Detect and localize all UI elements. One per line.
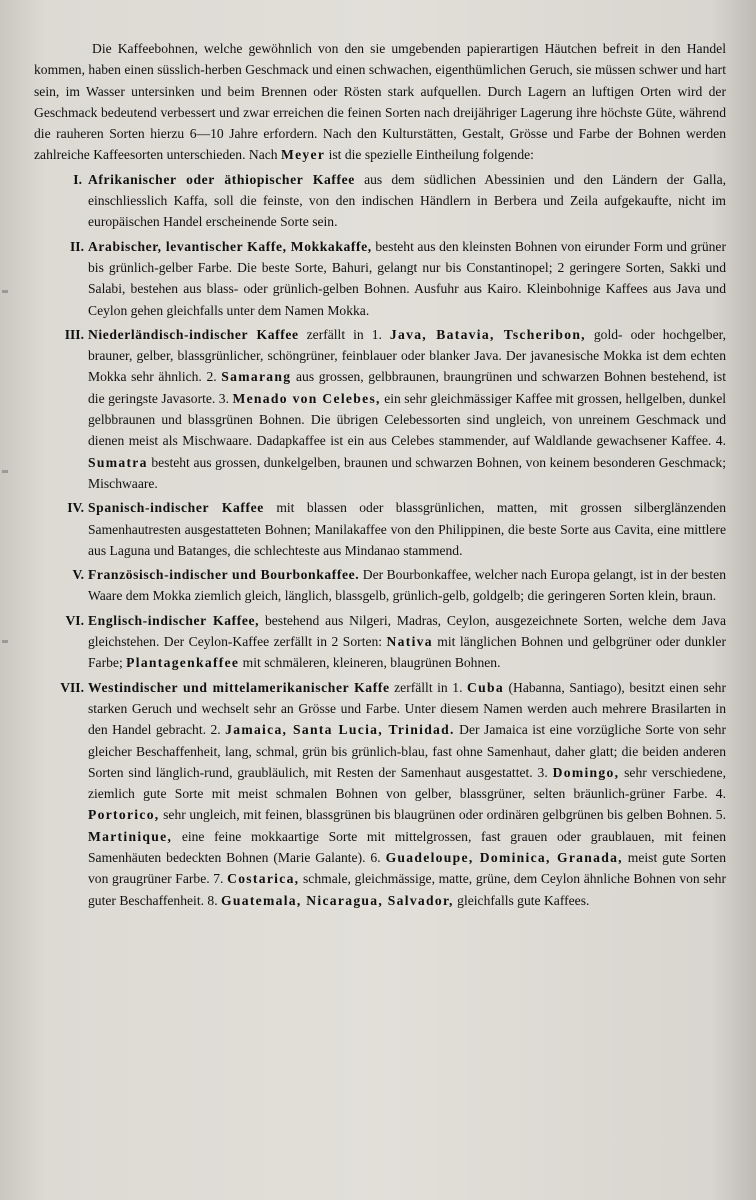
variety-name: Java, Batavia, Tscheribon, bbox=[389, 326, 586, 342]
list-item bbox=[34, 236, 726, 321]
item-text: gleichfalls gute Kaffees. bbox=[453, 892, 590, 908]
item-number: I. bbox=[73, 171, 82, 187]
list-item bbox=[34, 324, 726, 494]
item-text: mit schmäleren, kleineren, blaugrünen Bohnen. bbox=[239, 655, 501, 671]
item-number: VI. bbox=[65, 612, 84, 628]
item-text: meist gute Sorten von graugrüner Farbe. 7. bbox=[88, 849, 727, 887]
variety-name: Samarang bbox=[221, 369, 292, 385]
item-text: zerfällt in 1. bbox=[389, 679, 468, 695]
intro-end-text: ist die spezielle Eintheilung folgende: bbox=[325, 147, 534, 163]
item-text: Der Jamaica ist eine vorzügliche Sorte von sehr gleicher Beschaffenheit, lang, schmal, grün bis grünlich-blau, fast ohne Samenhaut, daher glatt; die beiden anderen Sorten sind länglich-rund, graubläulich, mit Resten der Samenhaut ausgestattet. 3. bbox=[88, 722, 726, 780]
variety-name: Portorico, bbox=[88, 807, 160, 823]
variety-name: Martinique, bbox=[88, 828, 173, 844]
item-text: gold- oder hochgelber, brauner, gelber, blassgrünlicher, schöngrüner, feinblauer oder blanker Java. Der javanesische Mokka ist dem echten Mokka sehr ähnlich. 2. bbox=[88, 326, 726, 385]
item-heading: Arabischer, levantischer Kaffe, Mokkakaffe, bbox=[88, 238, 372, 254]
variety-name: Plantagenkaffee bbox=[126, 655, 240, 671]
item-heading: Englisch-indischer Kaffee, bbox=[88, 612, 260, 628]
intro-text: Die Kaffeebohnen, welche gewöhnlich von den sie umgebenden papierartigen Häutchen befreit in den Handel kommen, haben einen süsslich-herben Geschmack und einen schwachen, eigenthümlichen Geruch, sie müssen schwer und hart sein, im Wasser untersinken und beim Brennen oder Rösten stark aufquellen. Durch Lagern an luftigen Orten wird der Geschmack bedeutend verbessert und zwar erreichen die feinen Sorten nach dreijähriger Lagerung ihre höchste Güte, während die rauheren Sorten hierzu 6—10 Jahre erfordern. Nach den Kulturstätten, Gestalt, Grösse und Farbe der Bohnen werden zahlreiche Kaffeesorten unterschieden. Nach bbox=[34, 41, 726, 163]
variety-name: Menado von Celebes, bbox=[232, 390, 381, 406]
variety-name: Costarica, bbox=[227, 871, 300, 887]
intro-paragraph bbox=[34, 38, 726, 166]
item-text: Der Bourbonkaffee, welcher nach Europa gelangt, ist in der besten Waare dem Mokka ziemlich gleich, länglich, blassgelb, grünlich-gelb, goldgelb; die geringeren Sorten klein, braun. bbox=[88, 567, 726, 604]
item-text: zerfällt in 1. bbox=[298, 326, 390, 342]
margin-mark bbox=[2, 290, 8, 293]
variety-name: Domingo, bbox=[552, 764, 620, 780]
variety-name: Nativa bbox=[386, 634, 433, 650]
margin-mark bbox=[2, 470, 8, 473]
variety-name: Guatemala, Nicaragua, Salvador, bbox=[221, 892, 454, 908]
item-heading: Niederländisch-indischer Kaffee bbox=[88, 326, 299, 342]
list-item bbox=[34, 497, 726, 561]
item-text: aus grossen, gelbbraunen, braungrünen und schwarzen Bohnen bestehend, ist die geringste Javasorte. 3. bbox=[88, 369, 726, 406]
item-text: bestehend aus Nilgeri, Madras, Ceylon, ausgezeichnete Sorten, welche dem Java gleichstehen. Der Ceylon-Kaffee zerfällt in 2 Sorten: bbox=[88, 612, 726, 650]
item-heading: Französisch-indischer und Bourbonkaffee. bbox=[88, 567, 360, 583]
item-number: II. bbox=[70, 238, 84, 254]
item-heading: Spanisch-indischer Kaffee bbox=[88, 500, 264, 516]
item-text: eine feine mokkaartige Sorte mit mittelgrossen, fast grauen oder graublauen, mit feinen Samenhäuten bedeckten Bohnen (Marie Galante). 6. bbox=[88, 828, 726, 865]
item-text: sehr ungleich, mit feinen, blassgrünen bis blaugrünen oder ordinären gelbgrünen bis gelben Bohnen. 5. bbox=[159, 807, 726, 823]
list-item bbox=[34, 677, 726, 911]
margin-mark bbox=[2, 640, 8, 643]
variety-name: Sumatra bbox=[88, 454, 148, 470]
item-text: aus dem südlichen Abessinien und den Ländern der Galla, einschliesslich Kaffa, soll die feinste, von den indischen Händlern in Berbera und Zeila aufgekaufte, nicht im europäischen Handel erscheinende Sorte sein. bbox=[88, 171, 726, 230]
item-text: mit länglichen Bohnen und gelbgrüner oder dunkler Farbe; bbox=[88, 634, 726, 671]
list-item bbox=[34, 169, 726, 233]
item-text: sehr verschiedene, ziemlich gute Sorte mit meist schmalen Bohnen von gelber, blassgrüner, selten bräunlich-grüner Farbe. 4. bbox=[88, 764, 726, 802]
item-number: III. bbox=[64, 326, 84, 342]
item-number: V. bbox=[72, 567, 84, 583]
item-heading: Westindischer und mittelamerikanischer Kaffe bbox=[88, 679, 390, 695]
item-number: VII. bbox=[60, 679, 84, 695]
item-text: schmale, gleichmässige, matte, grüne, dem Ceylon ähnliche Bohnen von sehr guter Beschaffenheit. 8. bbox=[88, 871, 726, 908]
list-item bbox=[34, 610, 726, 674]
item-text: ein sehr gleichmässiger Kaffee mit grossen, hellgelben, dunkel gelbbraunen und blassgrünen Bohnen. Die übrigen Celebessorten sind ungleich, von unreinem Geschmack und dienen meist als Mischwaare. Dadapkaffee ist ein aus Celebes stammender, auf Waldlande gewachsener Kaffee. 4. bbox=[88, 390, 726, 449]
item-text: mit blassen oder blassgrünlichen, matten, mit grossen silberglänzenden Samenhautresten ausgestatteten Bohnen; Manilakaffee von den Philippinen, die beste Sorte aus Cavita, eine mittlere aus Laguna und Batanges, die schlechteste aus Mindanao stammend. bbox=[88, 500, 726, 558]
author-name: Meyer bbox=[280, 147, 326, 163]
item-text: besteht aus den kleinsten Bohnen von eirunder Form und grüner bis grünlich-gelber Farbe. Die beste Sorte, Bahuri, gelangt nur bis Constantinopel; 2 geringere Sorten, Sakki und Salabi, bestehen aus blass- oder grünlich-gelben Bohnen. Ausfuhr aus Kairo. Kleinbohnige Kaffees aus Java und Ceylon gehen gleichfalls unter dem Namen Mokka. bbox=[88, 238, 726, 318]
item-text: besteht aus grossen, dunkelgelben, braunen und schwarzen Bohnen, von keinem besonderen Geschmack; Mischwaare. bbox=[88, 454, 726, 491]
list-item bbox=[34, 564, 726, 607]
item-text: (Habanna, Santiago), besitzt einen sehr starken Geruch und wechselt sehr an Grösse und Farbe. Unter diesem Namen werden auch mehrere Brasilarten in den Handel gebracht. 2. bbox=[88, 679, 726, 738]
variety-name: Cuba bbox=[467, 679, 504, 695]
variety-name: Jamaica, Santa Lucia, Trinidad. bbox=[225, 722, 455, 738]
variety-name: Guadeloupe, Dominica, Granada, bbox=[385, 849, 623, 865]
item-number: IV. bbox=[67, 500, 84, 516]
item-heading: Afrikanischer oder äthiopischer Kaffee bbox=[88, 171, 355, 187]
